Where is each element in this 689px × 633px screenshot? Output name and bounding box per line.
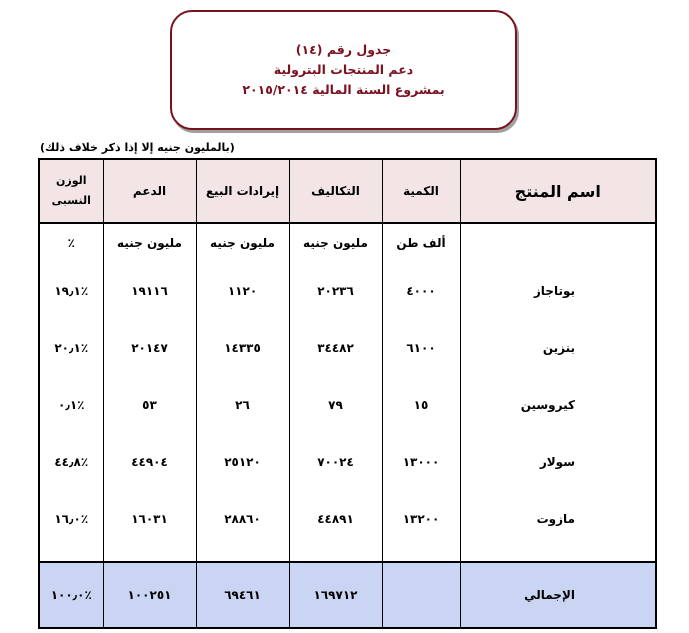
cell-subsidy: ١٩١١٦ [103,262,196,319]
header-relative-weight [39,159,103,223]
table-subject: دعم المنتجات البترولية [273,62,414,77]
units-product-empty [460,223,656,262]
product-name: مازوت [460,490,656,547]
header-quantity: الكمية [382,159,460,223]
cell-weight: ٪١٦٫٠ [39,490,103,547]
header-costs: التكاليف [289,159,382,223]
table-row [39,433,656,490]
cell-subsidy: ٤٤٩٠٤ [103,433,196,490]
cell-weight: ٪٤٤٫٨ [39,433,103,490]
total-subsidy: ١٠٠٢٥١ [103,562,196,628]
cell-revenue: ٢٦ [196,376,289,433]
cell-revenue: ١٤٣٣٥ [196,319,289,376]
cell-quantity: ١٣٢٠٠ [382,490,460,547]
cell-weight: ٪٢٠٫١ [39,319,103,376]
cell-quantity: ٦١٠٠ [382,319,460,376]
unit-note: (بالمليون جنيه إلا إذا ذكر خلاف ذلك) [40,141,235,154]
spacer-row [39,547,656,562]
total-revenue: ٦٩٤٦١ [196,562,289,628]
header-weight-line2: النسبى [51,194,91,207]
unit-subsidy: مليون جنيه [103,223,196,262]
table-fiscal-year: بمشروع السنة المالية ٢٠١٥/٢٠١٤ [242,82,445,97]
product-name: سولار [460,433,656,490]
header-row [39,159,656,223]
product-name: كيروسين [460,376,656,433]
cell-subsidy: ١٦٠٣١ [103,490,196,547]
product-name: بوتاجاز [460,262,656,319]
unit-weight: ٪ [39,223,103,262]
cell-costs: ٧٩ [289,376,382,433]
cell-subsidy: ٥٣ [103,376,196,433]
header-product: اسم المنتج [460,159,656,223]
cell-costs: ٧٠٠٢٤ [289,433,382,490]
table-row [39,376,656,433]
cell-revenue: ٢٨٨٦٠ [196,490,289,547]
cell-costs: ٣٤٤٨٢ [289,319,382,376]
cell-costs: ٤٤٨٩١ [289,490,382,547]
product-name: بنزين [460,319,656,376]
cell-subsidy: ٢٠١٤٧ [103,319,196,376]
table-row [39,490,656,547]
total-costs: ١٦٩٧١٢ [289,562,382,628]
table-row [39,262,656,319]
unit-revenue: مليون جنيه [196,223,289,262]
unit-quantity: ألف طن [382,223,460,262]
header-weight-line1: الوزن [55,174,87,187]
table-number: جدول رقم (١٤) [295,42,392,57]
total-weight: ٪١٠٠٫٠ [39,562,103,628]
subsidy-table [38,158,657,629]
cell-revenue: ١١٢٠ [196,262,289,319]
unit-costs: مليون جنيه [289,223,382,262]
total-row [39,562,656,628]
cell-weight: ٪١٩٫١ [39,262,103,319]
table-row [39,319,656,376]
cell-costs: ٢٠٢٣٦ [289,262,382,319]
cell-revenue: ٢٥١٢٠ [196,433,289,490]
units-row [39,223,656,262]
total-label: الإجمالي [460,562,656,628]
total-quantity [382,562,460,628]
header-sales-revenue: إيرادات البيع [196,159,289,223]
cell-weight: ٪٠٫١ [39,376,103,433]
cell-quantity: ٤٠٠٠ [382,262,460,319]
cell-quantity: ١٣٠٠٠ [382,433,460,490]
cell-quantity: ١٥ [382,376,460,433]
header-subsidy: الدعم [103,159,196,223]
table-title-box [170,10,517,130]
